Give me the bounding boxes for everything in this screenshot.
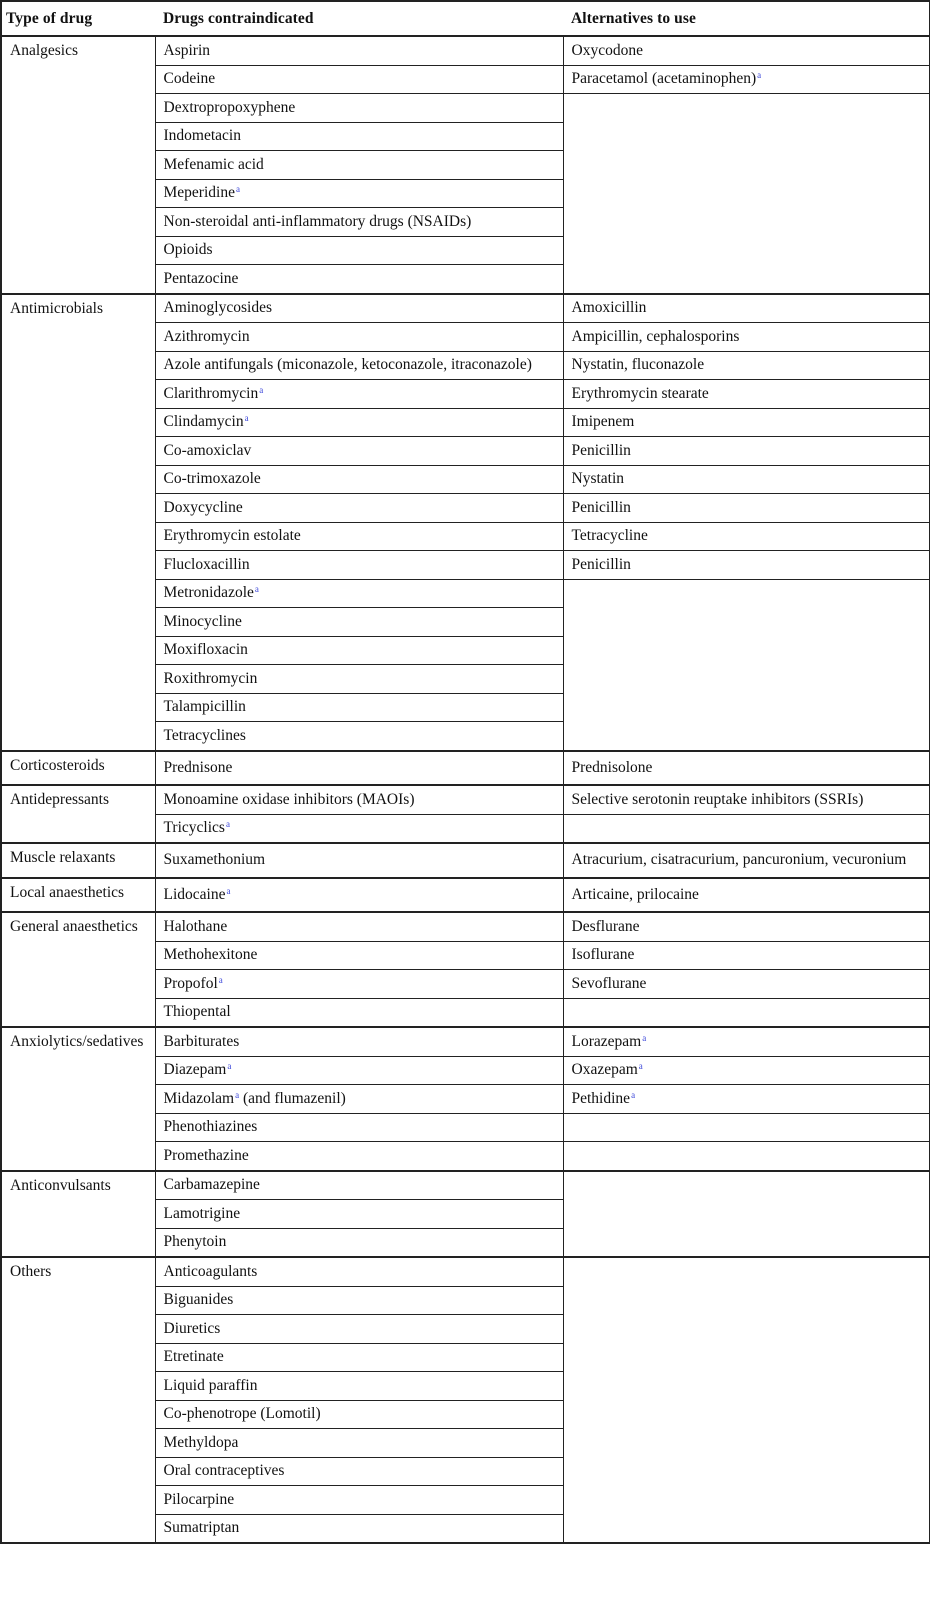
drug-name: Co-phenotrope (Lomotil)	[163, 1405, 321, 1423]
drug-name: Codeine	[163, 70, 216, 88]
contraindicated-drug-cell	[155, 1372, 563, 1401]
footnote-marker[interactable]: a	[227, 1061, 232, 1072]
drug-name: Lidocaine	[163, 885, 226, 903]
contraindicated-drug-cell	[155, 551, 563, 580]
drug-type-cell: Corticosteroids	[1, 751, 155, 786]
drug-name: Diuretics	[163, 1319, 221, 1337]
contraindicated-drug-cell	[155, 970, 563, 999]
drug-name: Monoamine oxidase inhibitors (MAOIs)	[163, 790, 415, 808]
drug-name: Diazepam	[163, 1061, 227, 1079]
drug-type-cell: Muscle relaxants	[1, 843, 155, 878]
drug-name: Minocycline	[163, 612, 242, 630]
contraindicated-drug-cell	[155, 1113, 563, 1142]
contraindicated-drug-cell	[155, 437, 563, 466]
contraindicated-drug-cell	[155, 693, 563, 722]
alternative-name: Oxycodone	[571, 41, 643, 59]
drug-type-cell: Anxiolytics/sedatives	[1, 1027, 155, 1171]
drug-name: Indometacin	[163, 127, 241, 145]
table-row	[1, 294, 930, 323]
table-row	[1, 751, 930, 786]
contraindicated-drug-cell	[155, 294, 563, 323]
drug-name: Methohexitone	[163, 946, 258, 964]
drug-name: Roxithromycin	[163, 669, 258, 687]
drug-name: Opioids	[163, 241, 213, 259]
drug-name: Azithromycin	[163, 327, 250, 345]
contraindicated-drug-cell	[155, 236, 563, 265]
drug-name-suffix: (and flumazenil)	[239, 1089, 346, 1107]
alternative-name: Ampicillin, cephalosporins	[571, 327, 740, 345]
header-alternatives: Alternatives to use	[563, 1, 930, 36]
header-type-of-drug: Type of drug	[1, 1, 155, 36]
footnote-marker[interactable]: a	[235, 184, 240, 195]
alternative-drug-cell	[563, 1056, 930, 1085]
alternative-drug-cell	[563, 751, 930, 786]
drug-name: Co-trimoxazole	[163, 470, 261, 488]
alternative-name: Tetracycline	[571, 527, 648, 545]
alternative-drug-cell	[563, 785, 930, 814]
alternative-name: Penicillin	[571, 498, 631, 516]
alternative-name: Amoxicillin	[571, 299, 647, 317]
footnote-marker[interactable]: a	[226, 885, 231, 896]
contraindicated-drug-cell	[155, 494, 563, 523]
contraindicated-drug-cell	[155, 522, 563, 551]
contraindicated-drug-cell	[155, 1085, 563, 1114]
drug-name: Anticoagulants	[163, 1262, 258, 1280]
table-row	[1, 878, 930, 913]
alternative-name: Selective serotonin reuptake inhibitors (SSRIs)	[571, 790, 864, 808]
alternative-drug-cell	[563, 814, 930, 843]
alternative-drug-cell	[563, 65, 930, 94]
drug-name: Methyldopa	[163, 1433, 239, 1451]
contraindicated-drug-cell	[155, 94, 563, 123]
alternative-drug-cell	[563, 1113, 930, 1142]
drug-name: Liquid paraffin	[163, 1376, 258, 1394]
drug-name: Prednisone	[163, 758, 233, 776]
alternative-name: Lorazepam	[571, 1032, 642, 1050]
contraindicated-drug-cell	[155, 36, 563, 65]
drug-name: Lamotrigine	[163, 1204, 241, 1222]
contraindicated-drug-cell	[155, 751, 563, 786]
drug-name: Thiopental	[163, 1003, 231, 1021]
footnote-marker[interactable]: a	[218, 974, 223, 985]
header-drugs-contraindicated: Drugs contraindicated	[155, 1, 563, 36]
alternative-name: Paracetamol (acetaminophen)	[571, 70, 757, 88]
alternative-drug-cell	[563, 380, 930, 409]
drug-name: Moxifloxacin	[163, 641, 248, 659]
header-row	[1, 1, 930, 36]
alternative-name: Oxazepam	[571, 1061, 638, 1079]
footnote-marker[interactable]: a	[642, 1032, 647, 1043]
alternative-name: Penicillin	[571, 441, 631, 459]
drug-name: Barbiturates	[163, 1032, 240, 1050]
drug-name: Tricyclics	[163, 819, 225, 837]
alternative-name: Pethidine	[571, 1089, 631, 1107]
contraindicated-drug-cell	[155, 65, 563, 94]
drug-name: Suxamethonium	[163, 851, 266, 869]
footnote-marker[interactable]: a	[244, 413, 249, 424]
contraindicated-drug-cell	[155, 814, 563, 843]
alternative-name: Prednisolone	[571, 758, 653, 776]
alternative-drug-cell	[563, 1027, 930, 1056]
drug-name: Meperidine	[163, 184, 235, 202]
contraindicated-drug-cell	[155, 1486, 563, 1515]
drug-name: Flucloxacillin	[163, 555, 250, 573]
drug-name: Phenothiazines	[163, 1118, 258, 1136]
drug-name: Oral contraceptives	[163, 1462, 285, 1480]
alternative-name: Nystatin	[571, 470, 625, 488]
contraindicated-drug-cell	[155, 1142, 563, 1171]
alternative-name: Erythromycin stearate	[571, 384, 709, 402]
alternative-drug-cell	[563, 36, 930, 65]
alternative-name: Nystatin, fluconazole	[571, 356, 705, 374]
alternative-drug-cell	[563, 998, 930, 1027]
contraindicated-drug-cell	[155, 1457, 563, 1486]
alternative-empty-cell	[563, 94, 930, 294]
alternative-drug-cell	[563, 323, 930, 352]
contraindicated-drug-cell	[155, 878, 563, 913]
footnote-marker[interactable]: a	[235, 1089, 240, 1100]
alternative-drug-cell	[563, 522, 930, 551]
contraindicated-drug-cell	[155, 179, 563, 208]
alternative-drug-cell	[563, 970, 930, 999]
drug-name: Biguanides	[163, 1291, 234, 1309]
table-row	[1, 785, 930, 814]
drug-type-cell: Analgesics	[1, 36, 155, 294]
alternative-name: Articaine, prilocaine	[571, 885, 699, 903]
contraindicated-drug-cell	[155, 1315, 563, 1344]
drug-name: Etretinate	[163, 1348, 224, 1366]
table-body	[1, 36, 930, 1543]
contraindicated-drug-cell	[155, 465, 563, 494]
drug-name: Non-steroidal anti-inflammatory drugs (NSAIDs)	[163, 212, 472, 230]
contraindicated-drug-cell	[155, 608, 563, 637]
drug-name: Midazolam	[163, 1089, 235, 1107]
alternative-name: Isoflurane	[571, 946, 635, 964]
drug-name: Halothane	[163, 917, 228, 935]
drug-name: Aspirin	[163, 41, 210, 59]
drug-type-cell: Local anaesthetics	[1, 878, 155, 913]
drug-name: Doxycycline	[163, 498, 243, 516]
contraindicated-drug-cell	[155, 380, 563, 409]
alternative-drug-cell	[563, 1085, 930, 1114]
contraindicated-drug-cell	[155, 408, 563, 437]
contraindicated-drug-cell	[155, 785, 563, 814]
alternative-drug-cell	[563, 494, 930, 523]
contraindicated-drug-cell	[155, 323, 563, 352]
footnote-marker[interactable]: a	[638, 1061, 643, 1072]
alternative-drug-cell	[563, 465, 930, 494]
alternative-drug-cell	[563, 551, 930, 580]
drug-name: Erythromycin estolate	[163, 527, 301, 545]
alternative-drug-cell	[563, 941, 930, 970]
contraindicated-drug-cell	[155, 941, 563, 970]
contraindicated-drug-cell	[155, 912, 563, 941]
alternative-name: Penicillin	[571, 555, 631, 573]
alternative-empty-cell	[563, 1257, 930, 1543]
contraindicated-drug-cell	[155, 1400, 563, 1429]
alternative-name: Sevoflurane	[571, 974, 647, 992]
drug-name: Promethazine	[163, 1146, 249, 1164]
contraindicated-drug-cell	[155, 998, 563, 1027]
alternative-drug-cell	[563, 294, 930, 323]
contraindicated-drug-cell	[155, 1286, 563, 1315]
drug-name: Sumatriptan	[163, 1519, 240, 1537]
contraindicated-drug-cell	[155, 1514, 563, 1543]
drug-name: Tetracyclines	[163, 726, 246, 744]
contraindicated-drug-cell	[155, 722, 563, 751]
drug-name: Metronidazole	[163, 584, 254, 602]
table-row	[1, 36, 930, 65]
contraindicated-drug-cell	[155, 1257, 563, 1286]
drug-name: Aminoglycosides	[163, 299, 272, 317]
contraindicated-drug-cell	[155, 351, 563, 380]
contraindicated-drug-cell	[155, 579, 563, 608]
contraindicated-drug-cell	[155, 122, 563, 151]
drug-type-cell: General anaesthetics	[1, 912, 155, 1027]
contraindicated-drug-cell	[155, 1171, 563, 1200]
drug-name: Pilocarpine	[163, 1490, 235, 1508]
footnote-marker[interactable]: a	[757, 70, 762, 81]
contraindicated-drug-cell	[155, 1343, 563, 1372]
alternative-name: Atracurium, cisatracurium, pancuronium, vecuronium	[571, 851, 907, 869]
alternative-name: Imipenem	[571, 413, 635, 431]
drug-name: Carbamazepine	[163, 1176, 260, 1194]
drug-type-cell: Antidepressants	[1, 785, 155, 843]
drug-type-cell: Antimicrobials	[1, 294, 155, 751]
contraindicated-drug-cell	[155, 1200, 563, 1229]
drug-name: Co-amoxiclav	[163, 441, 252, 459]
drug-name: Azole antifungals (miconazole, ketoconazole, itraconazole)	[163, 356, 532, 374]
contraindicated-drug-cell	[155, 1056, 563, 1085]
table-row	[1, 1171, 930, 1200]
contraindicated-drug-cell	[155, 151, 563, 180]
drug-name: Mefenamic acid	[163, 155, 264, 173]
contraindicated-drug-cell	[155, 265, 563, 294]
drug-type-cell: Others	[1, 1257, 155, 1543]
footnote-marker[interactable]: a	[225, 819, 230, 830]
table-row	[1, 843, 930, 878]
drug-name: Clindamycin	[163, 413, 244, 431]
alternative-drug-cell	[563, 351, 930, 380]
contraindicated-drug-cell	[155, 208, 563, 237]
footnote-marker[interactable]: a	[254, 584, 259, 595]
alternative-name: Desflurane	[571, 917, 640, 935]
table-row	[1, 1257, 930, 1286]
contraindicated-drug-cell	[155, 1429, 563, 1458]
drug-name: Talampicillin	[163, 698, 246, 716]
alternative-drug-cell	[563, 408, 930, 437]
contraindicated-drug-cell	[155, 1027, 563, 1056]
alternative-empty-cell	[563, 1171, 930, 1258]
table-row	[1, 912, 930, 941]
alternative-drug-cell	[563, 878, 930, 913]
drug-name: Propofol	[163, 974, 218, 992]
drug-type-cell: Anticonvulsants	[1, 1171, 155, 1258]
drug-name: Phenytoin	[163, 1233, 227, 1251]
footnote-marker[interactable]: a	[259, 384, 264, 395]
alternative-drug-cell	[563, 912, 930, 941]
alternative-drug-cell	[563, 1142, 930, 1171]
alternative-empty-cell	[563, 579, 930, 751]
contraindicated-drug-cell	[155, 843, 563, 878]
drug-name: Pentazocine	[163, 269, 239, 287]
table-row	[1, 1027, 930, 1056]
drug-name: Dextropropoxyphene	[163, 98, 296, 116]
footnote-marker[interactable]: a	[631, 1089, 636, 1100]
alternative-drug-cell	[563, 437, 930, 466]
contraindicated-drug-cell	[155, 636, 563, 665]
alternative-drug-cell	[563, 843, 930, 878]
contraindicated-drug-cell	[155, 1228, 563, 1257]
drug-name: Clarithromycin	[163, 384, 259, 402]
contraindicated-drug-cell	[155, 665, 563, 694]
